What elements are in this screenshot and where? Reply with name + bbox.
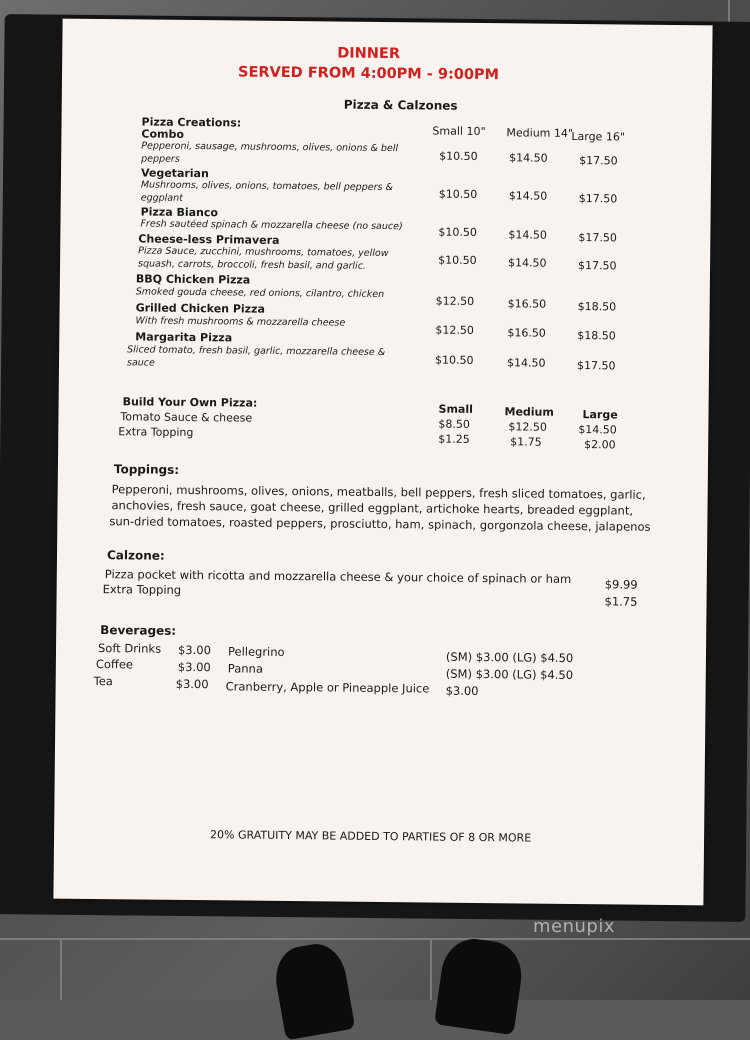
price-large: $17.50: [578, 259, 617, 273]
byo-item-name: Extra Topping: [118, 425, 194, 440]
pizza-desc: Smoked gouda cheese, red onions, cilantro, chicken: [135, 286, 385, 301]
pizza-name: Combo: [141, 127, 185, 141]
menu-served-hours: SERVED FROM 4:00PM - 9:00PM: [237, 64, 500, 84]
floor-tile-line: [430, 938, 432, 1000]
beverage-price: $3.00: [445, 683, 479, 699]
price-large: $18.50: [577, 329, 616, 343]
byo-price-large: $2.00: [584, 438, 616, 452]
beverage-name: Tea: [93, 673, 113, 689]
price-medium: $14.50: [508, 256, 547, 270]
price-medium: $14.50: [508, 228, 547, 242]
beverage-price: $3.00: [175, 676, 209, 692]
toppings-line: anchovies, fresh sauce, goat cheese, grilled eggplant, artichoke hearts, breaded eggplant,: [111, 498, 634, 518]
pizza-name: Margarita Pizza: [135, 330, 233, 345]
byo-header-large: Large: [582, 408, 618, 422]
pizza-desc: Pizza Sauce, zucchini, mushrooms, tomatoes, yellow squash, carrots, broccoli, fresh basil, and garlic.: [138, 245, 389, 272]
byo-header-small: Small: [438, 402, 473, 416]
price-small: $10.50: [438, 187, 478, 201]
pizza-desc: Mushrooms, olives, onions, tomatoes, bell peppers & eggplant: [140, 179, 393, 204]
price-small: $10.50: [439, 149, 478, 163]
byo-price-large: $14.50: [578, 423, 617, 437]
price-medium: $16.50: [507, 297, 547, 311]
price-medium: $14.50: [508, 189, 548, 203]
price-large: $17.50: [576, 359, 616, 373]
byo-price-small: $8.50: [438, 417, 470, 431]
byo-header-medium: Medium: [504, 405, 554, 419]
price-large: $17.50: [578, 231, 617, 245]
toppings-line: Pepperoni, mushrooms, olives, onions, meatballs, bell peppers, fresh sliced tomatoes, garlic,: [111, 482, 646, 502]
price-large: $17.50: [579, 154, 618, 168]
calzone-item: Pizza pocket with ricotta and mozzarella cheese & your choice of spinach or ham: [104, 567, 572, 586]
menupix-watermark: menupix: [533, 916, 616, 937]
beverage-name: Panna: [227, 661, 263, 676]
calzone-label: Calzone:: [106, 548, 165, 563]
beverage-price: (SM) $3.00 (LG) $4.50: [445, 666, 574, 683]
byo-item-name: Tomato Sauce & cheese: [120, 410, 253, 425]
price-small: $12.50: [435, 294, 475, 308]
price-medium: $14.50: [506, 356, 546, 370]
pizza-desc: Fresh sautéed spinach & mozzarella cheese (no sauce): [140, 218, 403, 233]
floor-tile-line: [60, 938, 62, 1000]
calzone-price: $1.75: [604, 594, 638, 609]
pizza-name: Pizza Bianco: [140, 205, 219, 220]
pizza-desc: Sliced tomato, fresh basil, garlic, mozzarella cheese & sauce: [126, 344, 386, 369]
byo-price-medium: $1.75: [510, 435, 542, 449]
price-large: $17.50: [578, 192, 618, 206]
beverage-price: (SM) $3.00 (LG) $4.50: [445, 649, 574, 666]
pizza-desc: With fresh mushrooms & mozzarella cheese: [135, 315, 346, 329]
floor-tile-line: [0, 938, 750, 940]
calzone-price: $9.99: [604, 577, 638, 592]
price-medium: $14.50: [509, 151, 548, 165]
toppings-line: sun-dried tomatoes, roasted peppers, prosciutto, ham, spinach, gorgonzola cheese, jalapenos: [109, 514, 651, 534]
pizza-name: BBQ Chicken Pizza: [135, 272, 251, 287]
build-your-own-label: Build Your Own Pizza:: [122, 395, 258, 410]
price-small: $12.50: [435, 323, 474, 337]
price-medium: $16.50: [507, 326, 546, 340]
beverage-name: Pellegrino: [227, 644, 285, 659]
price-large: $18.50: [577, 300, 617, 314]
byo-price-medium: $12.50: [508, 420, 547, 434]
calzone-item: Extra Topping: [102, 582, 182, 597]
size-header-medium: Medium 14": [506, 126, 574, 140]
size-header-large: Large 16": [571, 129, 626, 144]
menu-title: DINNER: [337, 45, 401, 63]
beverage-price: $3.00: [177, 659, 211, 675]
pizza-name: Vegetarian: [140, 166, 209, 181]
gratuity-note: 20% GRATUITY MAY BE ADDED TO PARTIES OF 8 OR MORE: [210, 828, 532, 845]
menu-page: [53, 19, 712, 906]
pizza-name: Grilled Chicken Pizza: [135, 301, 265, 316]
toppings-label: Toppings:: [113, 462, 180, 477]
byo-price-small: $1.25: [438, 432, 470, 446]
price-small: $10.50: [438, 253, 477, 267]
section-title: Pizza & Calzones: [343, 97, 458, 113]
pizza-name: Cheese-less Primavera: [138, 232, 280, 247]
price-small: $10.50: [438, 225, 477, 239]
beverage-price: $3.00: [177, 642, 212, 658]
size-header-small: Small 10": [432, 124, 486, 139]
price-small: $10.50: [435, 353, 474, 367]
beverages-label: Beverages:: [100, 623, 177, 638]
beverage-name: Soft Drinks: [97, 641, 162, 656]
beverage-name: Cranberry, Apple or Pineapple Juice: [225, 679, 430, 696]
beverage-name: Coffee: [95, 657, 134, 672]
pizza-desc: Pepperoni, sausage, mushrooms, olives, onions & bell peppers: [141, 140, 399, 165]
pizza-creations-label: Pizza Creations:: [141, 115, 242, 130]
